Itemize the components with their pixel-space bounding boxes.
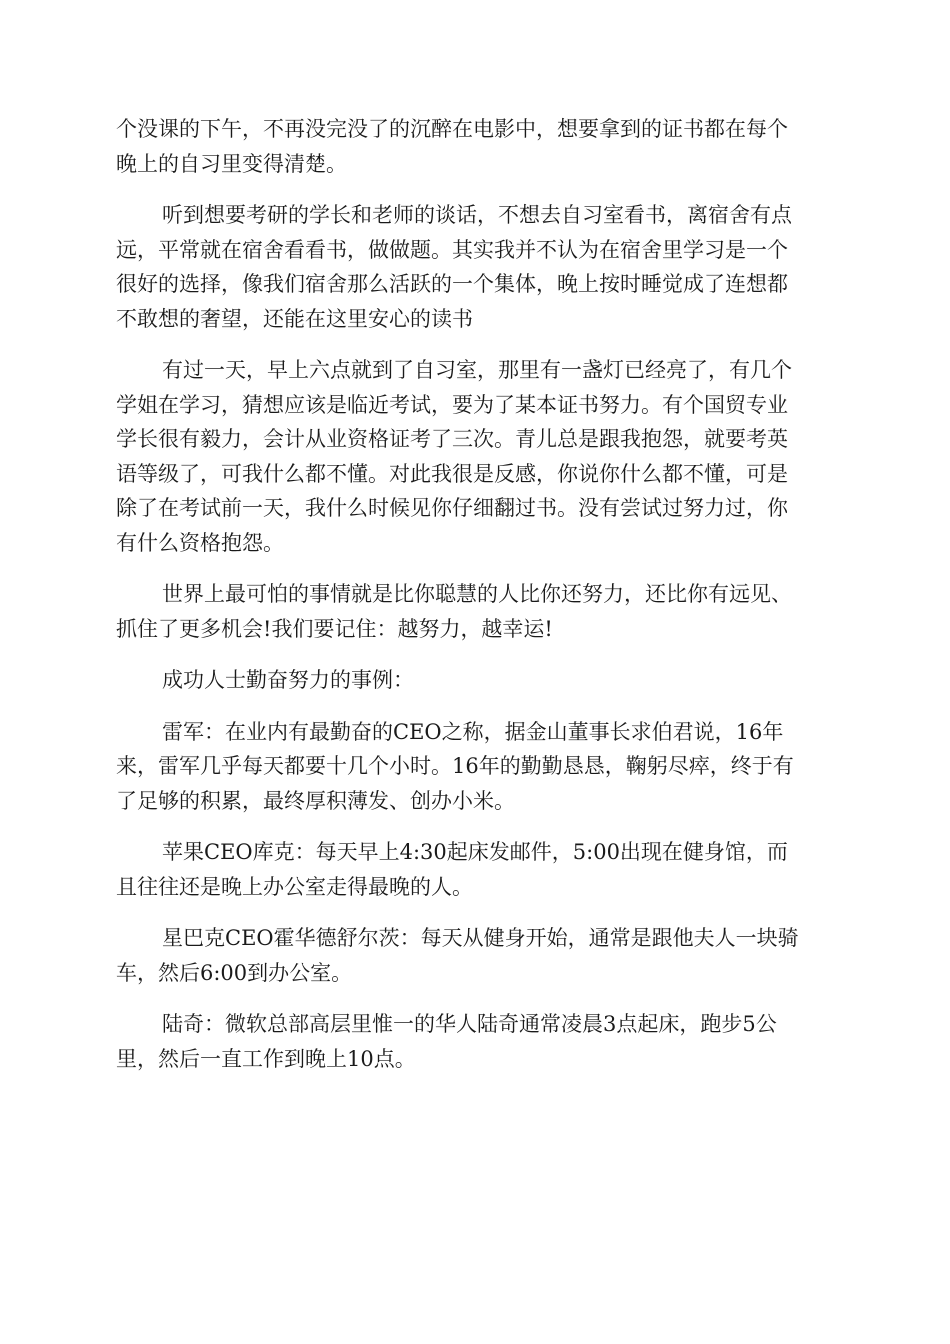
text-line: 听到想要考研的学长和老师的谈话，不想去自习室看书，离宿舍有点 xyxy=(162,203,792,227)
text-line: 里，然后一直工作到晚上10点。 xyxy=(116,1046,416,1071)
paragraph xyxy=(116,715,836,819)
text-line: 苹果CEO库克：每天早上4:30起床发邮件，5:00出现在健身馆，而 xyxy=(162,840,788,864)
text-line: 不敢想的奢望，还能在这里安心的读书 xyxy=(116,306,473,331)
text-line: 很好的选择，像我们宿舍那么活跃的一个集体，晚上按时睡觉成了连想都 xyxy=(116,272,788,296)
text-line: 陆奇：微软总部高层里惟一的华人陆奇通常凌晨3点起床，跑步5公 xyxy=(162,1012,777,1036)
text-line: 学姐在学习，猜想应该是临近考试，要为了某本证书努力。有个国贸专业 xyxy=(116,392,788,417)
text-line: 成功人士勤奋努力的事例： xyxy=(162,668,414,692)
text-line: 了足够的积累，最终厚积薄发、创办小米。 xyxy=(116,788,515,813)
paragraph xyxy=(116,112,836,181)
paragraph xyxy=(116,921,836,990)
text-line: 世界上最可怕的事情就是比你聪慧的人比你还努力，还比你有远见、 xyxy=(162,582,792,606)
text-line: 语等级了，可我什么都不懂。对此我很是反感，你说你什么都不懂，可是 xyxy=(116,461,788,486)
paragraph xyxy=(116,663,836,698)
text-line: 抓住了更多机会!我们要记住：越努力，越幸运! xyxy=(116,616,553,641)
text-line: 除了在考试前一天，我什么时候见你仔细翻过书。没有尝试过努力过，你 xyxy=(116,496,788,520)
text-line: 有什么资格抱怨。 xyxy=(116,530,284,555)
text-line: 有过一天，早上六点就到了自习室，那里有一盏灯已经亮了，有几个 xyxy=(162,358,792,382)
paragraph xyxy=(116,198,836,336)
text-line: 车，然后6:00到办公室。 xyxy=(116,960,353,985)
text-line: 来，雷军几乎每天都要十几个小时。16年的勤勤恳恳，鞠躬尽瘁，终于有 xyxy=(116,754,794,778)
document-body xyxy=(116,112,836,1093)
text-line: 晚上的自习里变得清楚。 xyxy=(116,151,347,176)
text-line: 学长很有毅力，会计从业资格证考了三次。青儿总是跟我抱怨，就要考英 xyxy=(116,427,788,451)
paragraph xyxy=(116,1007,836,1076)
text-line: 且往往还是晚上办公室走得最晚的人。 xyxy=(116,874,473,899)
text-line: 远，平常就在宿舍看看书，做做题。其实我并不认为在宿舍里学习是一个 xyxy=(116,237,788,262)
paragraph xyxy=(116,577,836,646)
text-line: 雷军：在业内有最勤奋的CEO之称，据金山董事长求伯君说，16年 xyxy=(162,719,784,744)
paragraph xyxy=(116,353,836,560)
text-line: 星巴克CEO霍华德舒尔茨：每天从健身开始，通常是跟他夫人一块骑 xyxy=(162,926,799,950)
text-line: 个没课的下午，不再没完没了的沉醉在电影中，想要拿到的证书都在每个 xyxy=(116,117,788,141)
paragraph xyxy=(116,835,836,904)
